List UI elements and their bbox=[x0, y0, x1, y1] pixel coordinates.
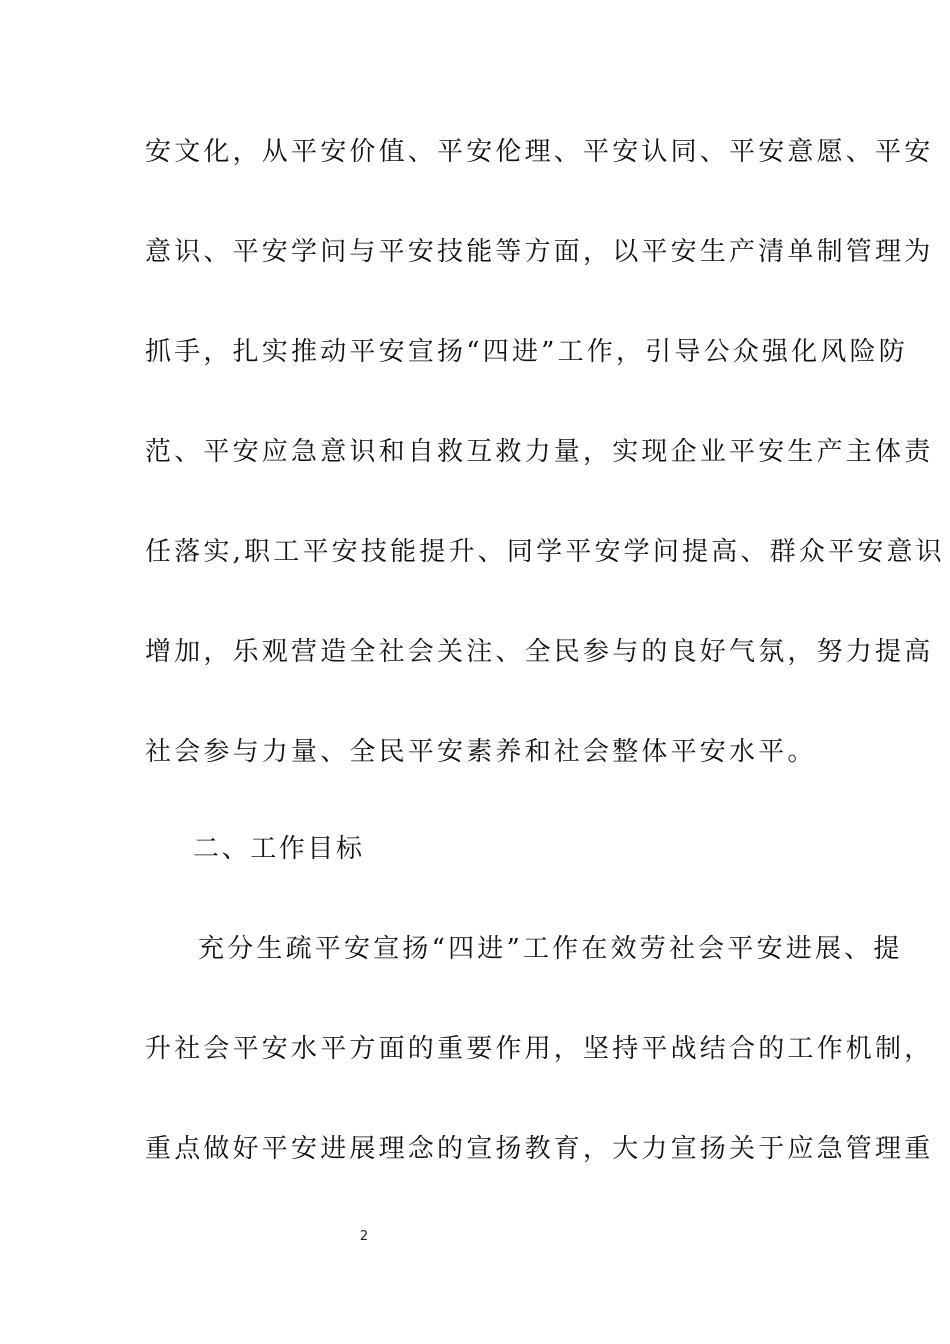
paragraph-line: 范、平安应急意识和自救互救力量，实现企业平安生产主体责 bbox=[145, 437, 934, 467]
section-heading: 二、工作目标 bbox=[193, 834, 365, 864]
paragraph-line: 增加，乐观营造全社会关注、全民参与的良好气氛，努力提高 bbox=[145, 637, 934, 667]
paragraph-line: 抓手，扎实推动平安宣扬“四进”工作，引导公众强化风险防 bbox=[145, 337, 908, 367]
paragraph-line: 充分生疏平安宣扬“四进”工作在效劳社会平安进展、提 bbox=[198, 934, 903, 964]
paragraph-line: 安文化，从平安价值、平安伦理、平安认同、平安意愿、平安 bbox=[145, 137, 934, 167]
paragraph-line: 任落实,职工平安技能提升、同学平安学问提高、群众平安意识 bbox=[145, 537, 945, 567]
page-number: 2 bbox=[359, 1229, 369, 1244]
paragraph-line: 社会参与力量、全民平安素养和社会整体平安水平。 bbox=[145, 737, 817, 767]
paragraph-line: 升社会平安水平方面的重要作用，坚持平战结合的工作机制， bbox=[145, 1034, 934, 1064]
paragraph-line: 意识、平安学问与平安技能等方面，以平安生产清单制管理为 bbox=[145, 237, 934, 267]
paragraph-line: 重点做好平安进展理念的宣扬教育，大力宣扬关于应急管理重 bbox=[145, 1134, 934, 1164]
